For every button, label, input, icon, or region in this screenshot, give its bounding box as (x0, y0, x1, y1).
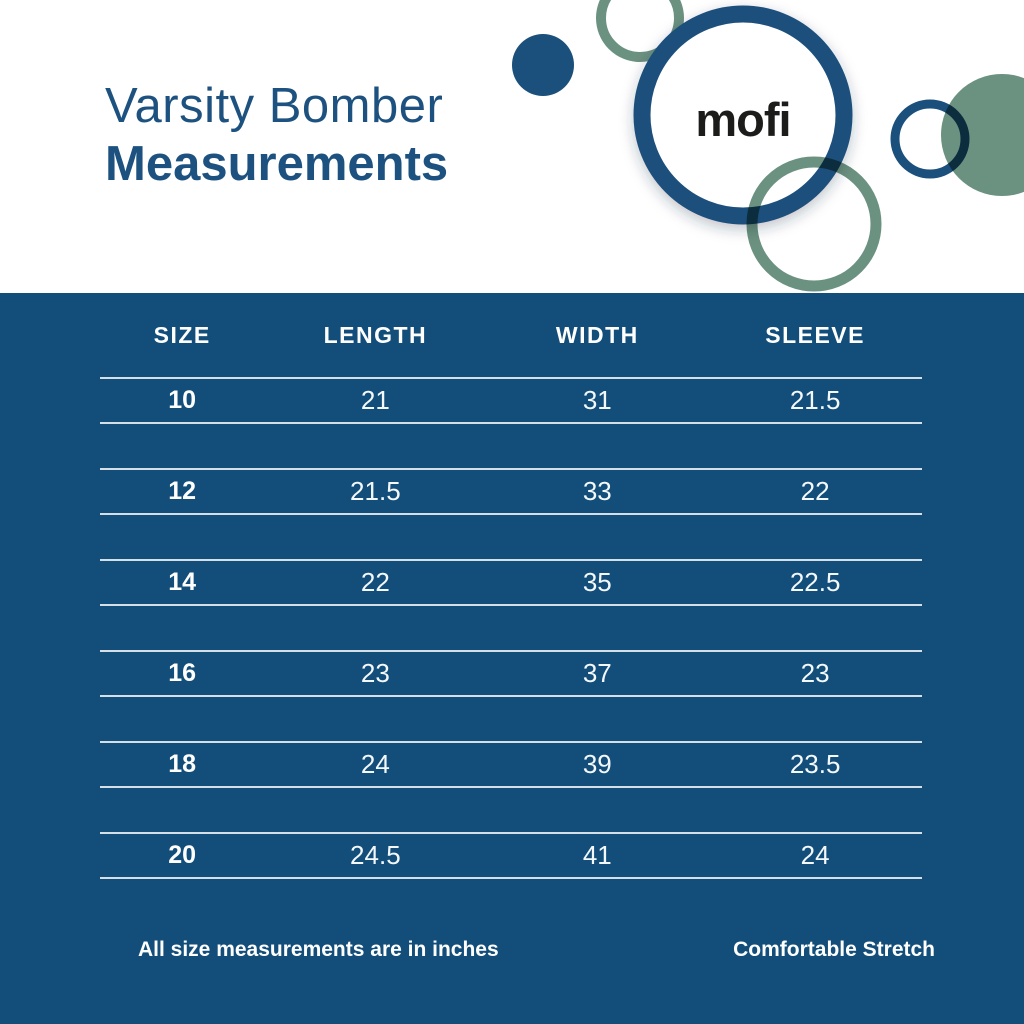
cell-width: 41 (582, 840, 612, 870)
column-header-sleeve: SLEEVE (765, 322, 865, 348)
header-section (0, 0, 1024, 293)
cell-size: 10 (168, 386, 197, 414)
cell-sleeve: 22 (800, 476, 830, 506)
cell-sleeve: 23 (800, 658, 830, 688)
column-header-length: LENGTH (323, 322, 428, 348)
title-line2: Measurements (105, 137, 449, 191)
cell-length: 24.5 (350, 840, 401, 870)
cell-length: 24 (360, 749, 390, 779)
blue-dot-icon (512, 34, 574, 96)
table-row (100, 377, 922, 424)
cell-size: 18 (168, 750, 197, 778)
cell-size: 16 (168, 659, 197, 687)
cell-size: 14 (168, 568, 197, 596)
page-title (105, 79, 449, 191)
table-row (100, 741, 922, 788)
brand-logo: mofi (695, 93, 791, 146)
title-line1: Varsity Bomber (105, 79, 444, 133)
column-header-width: WIDTH (555, 322, 639, 348)
cell-width: 39 (582, 749, 612, 779)
table-header (100, 322, 922, 349)
cell-length: 22 (360, 567, 390, 597)
cell-width: 37 (582, 658, 612, 688)
table-row (100, 650, 922, 697)
cell-length: 23 (360, 658, 390, 688)
cell-sleeve: 23.5 (789, 749, 841, 779)
footer-notes (138, 938, 935, 962)
cell-sleeve: 21.5 (789, 385, 841, 415)
stretch-note: Comfortable Stretch (733, 938, 935, 961)
measurements-panel (0, 293, 1024, 1024)
cell-width: 35 (582, 567, 612, 597)
table-row (100, 559, 922, 606)
column-header-size: SIZE (153, 322, 211, 348)
table-row (100, 468, 922, 515)
cell-width: 33 (582, 476, 612, 506)
cell-length: 21.5 (350, 476, 401, 506)
cell-sleeve: 24 (800, 840, 830, 870)
table-body (100, 377, 922, 923)
green-dot-right-icon (941, 74, 1024, 196)
cell-size: 20 (168, 841, 197, 869)
cell-sleeve: 22.5 (789, 567, 841, 597)
table-row (100, 832, 922, 879)
cell-width: 31 (582, 385, 612, 415)
cell-length: 21 (360, 385, 390, 415)
units-note: All size measurements are in inches (138, 938, 499, 961)
cell-size: 12 (168, 477, 197, 505)
